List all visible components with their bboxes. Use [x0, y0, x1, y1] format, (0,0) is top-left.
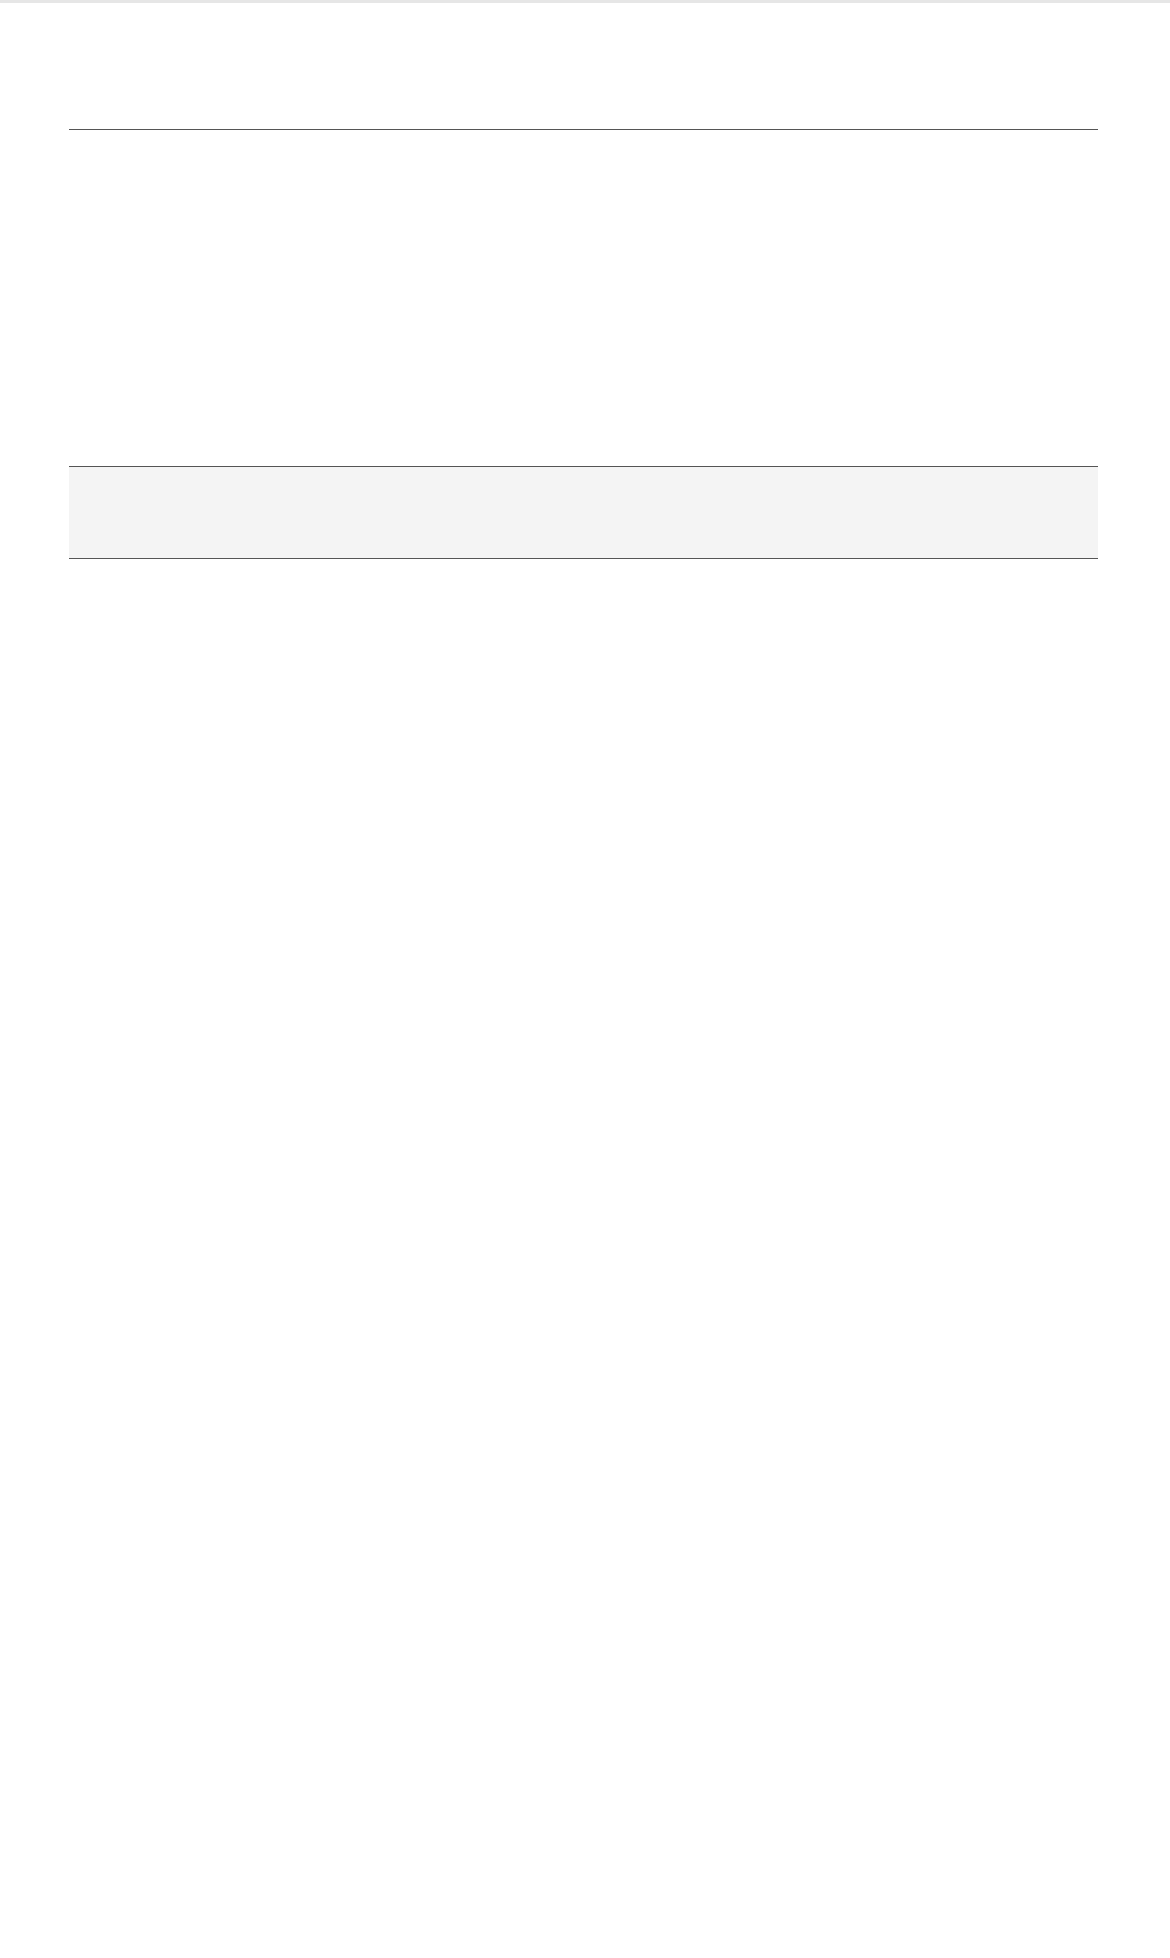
- service-3: [0, 314, 1170, 361]
- worship-banner: [69, 466, 1098, 559]
- service-list: [0, 220, 1170, 408]
- service-2: [0, 267, 1170, 314]
- intro-divider: [69, 129, 1098, 130]
- service-1: [0, 220, 1170, 267]
- sermon-item: [78, 635, 1078, 763]
- service-4: [0, 361, 1170, 408]
- order-of-worship: [78, 635, 1078, 763]
- top-divider: [0, 0, 1170, 3]
